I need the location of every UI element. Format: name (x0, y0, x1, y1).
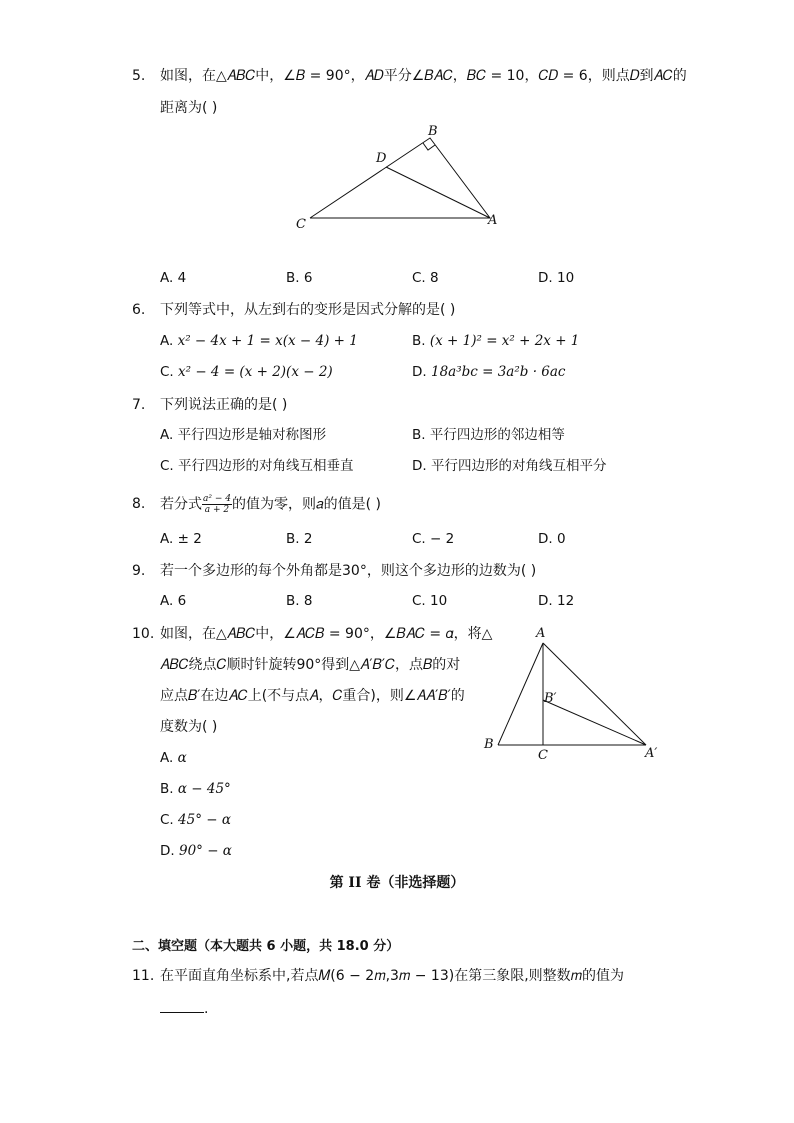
q7-option-a[interactable]: A. 平行四边形是轴对称图形 (160, 427, 327, 443)
label-b-prime: B′ (544, 691, 557, 706)
q11-answer-blank[interactable] (160, 998, 204, 1013)
q9-option-a[interactable]: A. 6 (160, 593, 187, 609)
q10-option-d[interactable]: D. 90° − 𝛼 (160, 843, 232, 859)
segment-aa-prime (543, 643, 646, 745)
q10-option-b[interactable]: B. 𝛼 − 45° (160, 781, 231, 797)
q10-stem-line1: 如图，在△𝐴𝐵𝐶中，∠𝐴𝐶𝐵 = 90°，∠𝐵𝐴𝐶 = 𝛼，将△ (160, 626, 493, 642)
q7-option-c[interactable]: C. 平行四边形的对角线互相垂直 (160, 458, 354, 474)
q8-option-a[interactable]: A. ± 2 (160, 531, 202, 547)
q11-number: 11. (132, 968, 155, 984)
q8-option-c[interactable]: C. − 2 (412, 531, 455, 547)
label-c: C (538, 748, 548, 763)
label-a: A (488, 213, 498, 228)
q10-stem-line4: 度数为( ) (160, 719, 218, 735)
q6-option-b[interactable]: B. (𝑥 + 1)² = 𝑥² + 2𝑥 + 1 (412, 333, 580, 349)
q6-stem: 下列等式中，从左到右的变形是因式分解的是( ) (160, 302, 456, 318)
q8-stem-pre: 若分式 (160, 496, 202, 513)
segment-b-prime-a-prime (543, 700, 646, 745)
label-b: B (428, 124, 438, 139)
label-a-prime: A′ (645, 746, 658, 761)
q5-triangle-figure (290, 118, 510, 238)
q8-fraction (202, 494, 232, 515)
label-d: D (376, 151, 387, 166)
q8-stem-post: 的值为零，则𝑎的值是( ) (231, 496, 381, 513)
label-c: C (296, 217, 306, 232)
q6-number: 6. (132, 302, 146, 318)
q10-option-a[interactable]: A. 𝛼 (160, 750, 187, 766)
q6-option-c[interactable]: C. 𝑥² − 4 = (𝑥 + 2)(𝑥 − 2) (160, 364, 333, 380)
q9-option-c[interactable]: C. 10 (412, 593, 448, 609)
section-title: 第 II 卷（非选择题） (329, 875, 465, 891)
q5-option-d[interactable]: D. 10 (538, 270, 575, 286)
triangle-abc (498, 643, 543, 745)
q8-stem (160, 494, 381, 515)
q8-option-d[interactable]: D. 0 (538, 531, 566, 547)
label-a: A (536, 626, 546, 641)
q9-option-d[interactable]: D. 12 (538, 593, 575, 609)
q11-tail: . (204, 1001, 209, 1017)
q5-number: 5. (132, 68, 146, 84)
q8-fraction-denominator: 𝑎 + 2 (204, 505, 230, 515)
q7-option-d[interactable]: D. 平行四边形的对角线互相平分 (412, 458, 607, 474)
q5-option-c[interactable]: C. 8 (412, 270, 439, 286)
label-b: B (484, 737, 494, 752)
q10-option-c[interactable]: C. 45° − 𝛼 (160, 812, 231, 828)
q9-stem: 若一个多边形的每个外角都是30°，则这个多边形的边数为( ) (160, 563, 537, 579)
q5-option-a[interactable]: A. 4 (160, 270, 187, 286)
q8-number: 8. (132, 496, 146, 512)
q10-rotation-figure (478, 622, 668, 767)
q5-stem-line1: 如图，在△𝐴𝐵𝐶中，∠𝐵 = 90°，𝐴𝐷平分∠𝐵𝐴𝐶，𝐵𝐶 = 10，𝐶𝐷 = 6，则点𝐷到𝐴𝐶的 (160, 68, 687, 84)
q9-option-b[interactable]: B. 8 (286, 593, 313, 609)
q11-stem: 在平面直角坐标系中,若点𝑀(6 − 2𝑚,3𝑚 − 13)在第三象限,则整数𝑚的值为 (160, 968, 625, 984)
q7-number: 7. (132, 397, 146, 413)
part-heading: 二、填空题（本大题共 6 小题，共 18.0 分） (132, 939, 400, 954)
q7-option-b[interactable]: B. 平行四边形的邻边相等 (412, 427, 565, 443)
q8-fraction-numerator: 𝑎² − 4 (203, 494, 231, 504)
q10-stem-line3: 应点𝐵′在边𝐴𝐶上(不与点𝐴，𝐶重合)，则∠𝐴𝐴′𝐵′的 (160, 688, 465, 704)
triangle-abc (310, 138, 490, 218)
q5-stem-line2: 距离为( ) (160, 100, 218, 116)
q9-number: 9. (132, 563, 146, 579)
q6-option-d[interactable]: D. 18𝑎³𝑏𝑐 = 3𝑎²𝑏 · 6𝑎𝑐 (412, 364, 566, 380)
right-angle-mark (423, 143, 435, 150)
q7-stem: 下列说法正确的是( ) (160, 397, 288, 413)
segment-ad (386, 167, 490, 218)
q5-option-b[interactable]: B. 6 (286, 270, 313, 286)
q11-answer-line (160, 998, 208, 1019)
q6-option-a[interactable]: A. 𝑥² − 4𝑥 + 1 = 𝑥(𝑥 − 4) + 1 (160, 333, 358, 349)
q8-option-b[interactable]: B. 2 (286, 531, 313, 547)
q10-number: 10. (132, 626, 155, 642)
q10-stem-line2: 𝐴𝐵𝐶绕点𝐶顺时针旋转90°得到△𝐴′𝐵′𝐶，点𝐵的对 (160, 657, 461, 673)
